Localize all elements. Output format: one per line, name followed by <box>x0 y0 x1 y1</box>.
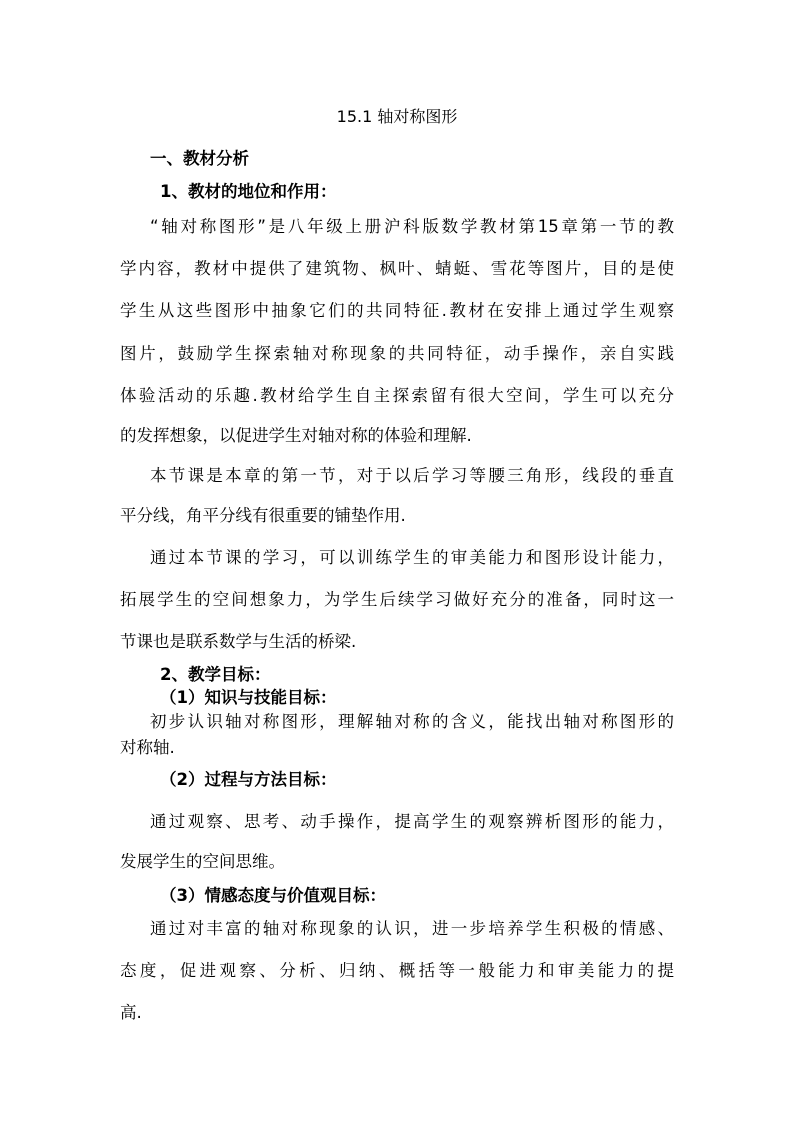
goal-emotion-values-title: （3）情感态度与价值观目标： <box>160 886 386 905</box>
paragraph-line: “轴对称图形”是八年级上册沪科版数学教材第15章第一节的教 <box>150 217 674 236</box>
paragraph-line: 本节课是本章的第一节，对于以后学习等腰三角形，线段的垂直 <box>150 466 674 485</box>
section-heading-textbook-analysis: 一、教材分析 <box>150 149 249 168</box>
paragraph-line: 对称轴. <box>120 738 175 757</box>
subheading-teaching-goals: 2、教学目标： <box>160 665 271 684</box>
paragraph-line: 发展学生的空间思维。 <box>120 852 285 871</box>
paragraph-line: 图片，鼓励学生探索轴对称现象的共同特征，动手操作，亲自实践 <box>120 344 674 363</box>
paragraph-line: 体验活动的乐趣.教材给学生自主探索留有很大空间，学生可以充分 <box>120 386 674 405</box>
paragraph-line: 的发挥想象，以促进学生对轴对称的体验和理解. <box>120 426 472 445</box>
paragraph-line: 学生从这些图形中抽象它们的共同特征.教材在安排上通过学生观察 <box>120 301 674 320</box>
paragraph-line: 平分线，角平分线有很重要的铺垫作用. <box>120 506 406 525</box>
paragraph-line: 通过本节课的学习，可以训练学生的审美能力和图形设计能力， <box>150 548 674 567</box>
paragraph-line: 高. <box>120 1003 142 1022</box>
paragraph-line: 通过观察、思考、动手操作，提高学生的观察辨析图形的能力， <box>150 812 674 831</box>
paragraph-line: 节课也是联系数学与生活的桥梁. <box>120 632 357 651</box>
goal-process-method-title: （2）过程与方法目标： <box>160 770 337 789</box>
paragraph-line: 学内容，教材中提供了建筑物、枫叶、蜻蜓、雪花等图片，目的是使 <box>120 259 674 278</box>
paragraph-line: 通过对丰富的轴对称现象的认识，进一步培养学生积极的情感、 <box>150 919 674 938</box>
page-title: 15.1 轴对称图形 <box>336 107 458 126</box>
paragraph-line: 拓展学生的空间想象力，为学生后续学习做好充分的准备，同时这一 <box>120 590 674 609</box>
paragraph-line: 初步认识轴对称图形，理解轴对称的含义，能找出轴对称图形的 <box>150 712 674 731</box>
goal-knowledge-skills-title: （1）知识与技能目标： <box>160 688 337 707</box>
paragraph-line: 态度，促进观察、分析、归纳、概括等一般能力和审美能力的提 <box>120 961 674 980</box>
subheading-position-role: 1、教材的地位和作用： <box>160 182 337 201</box>
